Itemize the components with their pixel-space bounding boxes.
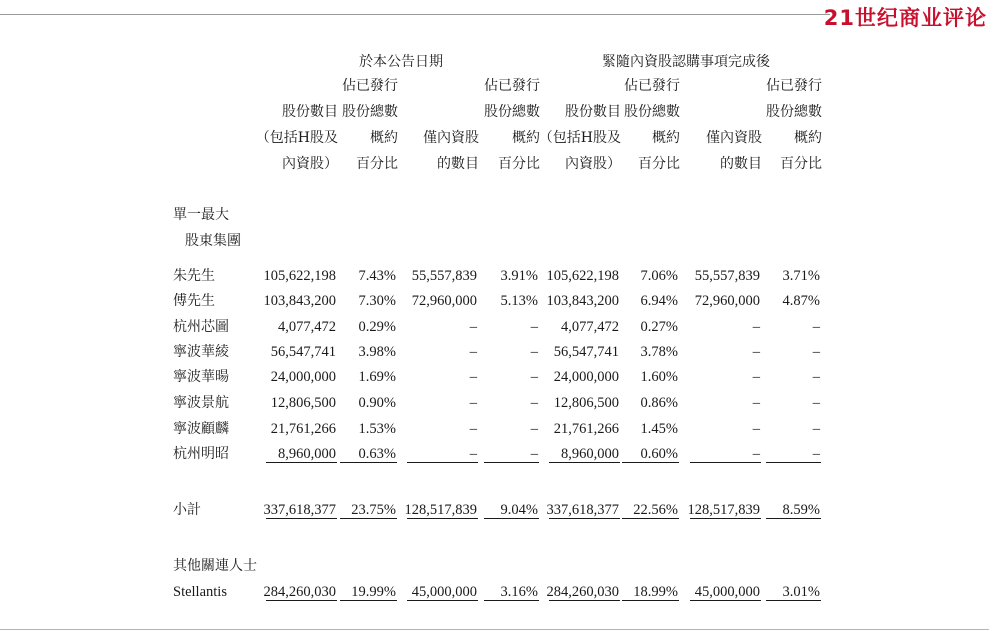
column-header-line: 內資股）	[282, 156, 338, 172]
column-header-line: 佔已發行	[624, 78, 680, 94]
column-header-line: 佔已發行	[342, 78, 398, 94]
table-cell: –	[752, 421, 760, 437]
table-cell: 105,622,198	[546, 268, 619, 284]
column-header-line: 百分比	[638, 156, 680, 172]
subtotal-cell: 23.75%	[351, 502, 396, 518]
column-total-rule	[340, 462, 397, 463]
table-cell: –	[469, 344, 477, 360]
stellantis-cell: 45,000,000	[694, 584, 760, 600]
column-header-line: 佔已發行	[766, 78, 822, 94]
table-cell: 24,000,000	[553, 369, 619, 385]
row-label: 朱先生	[173, 268, 215, 284]
stellantis-cell: 45,000,000	[411, 584, 477, 600]
subtotal-cell: 337,618,377	[546, 502, 619, 518]
subtotal-rule	[690, 518, 761, 519]
column-total-rule	[622, 462, 679, 463]
stellantis-rule	[549, 600, 620, 601]
table-cell: 12,806,500	[553, 395, 619, 411]
row-label: 寧波華暘	[173, 369, 229, 385]
subtotal-rule	[340, 518, 397, 519]
table-cell: –	[469, 446, 477, 462]
table-cell: 103,843,200	[263, 293, 336, 309]
stellantis-rule	[690, 600, 761, 601]
subtotal-rule	[484, 518, 539, 519]
table-cell: 6.94%	[640, 293, 678, 309]
group-header-announcement-date: 於本公告日期	[359, 54, 443, 70]
table-cell: 0.29%	[358, 319, 396, 335]
column-header-line: 僅內資股	[706, 130, 762, 146]
column-total-rule	[549, 462, 620, 463]
table-cell: 7.43%	[358, 268, 396, 284]
column-total-rule	[407, 462, 478, 463]
table-cell: 0.63%	[358, 446, 396, 462]
column-header-line: 概約	[794, 130, 822, 146]
row-label: 杭州明昭	[173, 446, 229, 462]
table-cell: –	[530, 446, 538, 462]
table-cell: –	[530, 319, 538, 335]
table-cell: 8,960,000	[561, 446, 619, 462]
table-cell: 8,960,000	[278, 446, 336, 462]
table-cell: –	[530, 344, 538, 360]
column-header-line: 股份數目	[565, 104, 621, 120]
table-cell: 1.69%	[358, 369, 396, 385]
table-cell: 56,547,741	[553, 344, 619, 360]
table-cell: 72,960,000	[411, 293, 477, 309]
subtotal-cell: 337,618,377	[263, 502, 336, 518]
table-cell: –	[752, 395, 760, 411]
table-cell: –	[812, 319, 820, 335]
stellantis-rule	[266, 600, 337, 601]
column-header-line: 佔已發行	[484, 78, 540, 94]
stellantis-cell: 3.01%	[782, 584, 820, 600]
column-total-rule	[266, 462, 337, 463]
column-header-line: 股份總數	[484, 104, 540, 120]
table-cell: –	[812, 395, 820, 411]
column-total-rule	[484, 462, 539, 463]
subtotal-cell: 8.59%	[782, 502, 820, 518]
subtotal-cell: 9.04%	[500, 502, 538, 518]
table-cell: 1.45%	[640, 421, 678, 437]
stellantis-rule	[484, 600, 539, 601]
subtotal-cell: 128,517,839	[687, 502, 760, 518]
stellantis-rule	[407, 600, 478, 601]
stellantis-rule	[622, 600, 679, 601]
subtotal-cell: 128,517,839	[404, 502, 477, 518]
column-header-line: 百分比	[356, 156, 398, 172]
stellantis-cell: 18.99%	[633, 584, 678, 600]
table-cell: –	[530, 369, 538, 385]
table-cell: –	[530, 421, 538, 437]
subtotal-label: 小計	[173, 502, 201, 518]
table-cell: 12,806,500	[270, 395, 336, 411]
column-header-line: 概約	[652, 130, 680, 146]
table-cell: –	[469, 395, 477, 411]
table-cell: 0.27%	[640, 319, 678, 335]
column-header-line: （包括H股及	[538, 130, 621, 146]
table-cell: –	[752, 446, 760, 462]
table-cell: –	[469, 369, 477, 385]
column-header-line: 概約	[370, 130, 398, 146]
column-header-line: 股份總數	[624, 104, 680, 120]
column-header-line: 百分比	[780, 156, 822, 172]
table-cell: 3.78%	[640, 344, 678, 360]
table-cell: 72,960,000	[694, 293, 760, 309]
table-cell: –	[469, 319, 477, 335]
table-cell: –	[812, 344, 820, 360]
table-cell: 4,077,472	[561, 319, 619, 335]
brand-logo: 21世纪商业评论	[823, 6, 987, 30]
subtotal-cell: 22.56%	[633, 502, 678, 518]
table-cell: 55,557,839	[411, 268, 477, 284]
column-header-line: 僅內資股	[423, 130, 479, 146]
table-cell: –	[752, 319, 760, 335]
row-label: 杭州芯圖	[173, 319, 229, 335]
column-header-line: 的數目	[437, 156, 479, 172]
column-header-line: 百分比	[498, 156, 540, 172]
column-header-line: 內資股）	[565, 156, 621, 172]
column-total-rule	[766, 462, 821, 463]
stellantis-cell: 3.16%	[500, 584, 538, 600]
column-header-line: 概約	[512, 130, 540, 146]
section-title-shareholder-group: 股東集團	[185, 233, 241, 249]
table-cell: 7.30%	[358, 293, 396, 309]
stellantis-cell: 19.99%	[351, 584, 396, 600]
table-cell: –	[530, 395, 538, 411]
table-cell: 56,547,741	[270, 344, 336, 360]
stellantis-rule	[766, 600, 821, 601]
row-label-stellantis: Stellantis	[173, 584, 227, 600]
column-total-rule	[690, 462, 761, 463]
footer-rule	[0, 629, 989, 630]
table-cell: 24,000,000	[270, 369, 336, 385]
subtotal-rule	[766, 518, 821, 519]
section-title-other-connected: 其他關連人士	[173, 558, 257, 574]
column-header-line: 股份總數	[766, 104, 822, 120]
stellantis-cell: 284,260,030	[263, 584, 336, 600]
subtotal-rule	[549, 518, 620, 519]
table-cell: –	[752, 344, 760, 360]
table-cell: 3.91%	[500, 268, 538, 284]
table-cell: 1.53%	[358, 421, 396, 437]
column-header-line: （包括H股及	[255, 130, 338, 146]
table-cell: –	[469, 421, 477, 437]
section-title-largest-shareholder: 單一最大	[173, 207, 229, 223]
table-cell: 4,077,472	[278, 319, 336, 335]
table-cell: 0.90%	[358, 395, 396, 411]
table-cell: 3.98%	[358, 344, 396, 360]
table-cell: 55,557,839	[694, 268, 760, 284]
table-cell: 105,622,198	[263, 268, 336, 284]
header-rule	[0, 14, 830, 15]
column-header-line: 股份數目	[282, 104, 338, 120]
subtotal-rule	[407, 518, 478, 519]
row-label: 寧波景航	[173, 395, 229, 411]
table-cell: 7.06%	[640, 268, 678, 284]
column-header-line: 股份總數	[342, 104, 398, 120]
table-cell: –	[812, 369, 820, 385]
table-cell: –	[752, 369, 760, 385]
stellantis-cell: 284,260,030	[546, 584, 619, 600]
table-cell: 103,843,200	[546, 293, 619, 309]
subtotal-rule	[266, 518, 337, 519]
stellantis-rule	[340, 600, 397, 601]
table-cell: –	[812, 421, 820, 437]
table-cell: 1.60%	[640, 369, 678, 385]
subtotal-rule	[622, 518, 679, 519]
table-cell: 21,761,266	[270, 421, 336, 437]
table-cell: 0.60%	[640, 446, 678, 462]
table-cell: 4.87%	[782, 293, 820, 309]
group-header-after-completion: 緊隨內資股認購事項完成後	[602, 54, 770, 70]
row-label: 寧波華綾	[173, 344, 229, 360]
table-cell: 3.71%	[782, 268, 820, 284]
column-header-line: 的數目	[720, 156, 762, 172]
table-cell: 0.86%	[640, 395, 678, 411]
table-cell: 5.13%	[500, 293, 538, 309]
table-cell: –	[812, 446, 820, 462]
row-label: 寧波顧麟	[173, 421, 229, 437]
table-cell: 21,761,266	[553, 421, 619, 437]
row-label: 傅先生	[173, 293, 215, 309]
